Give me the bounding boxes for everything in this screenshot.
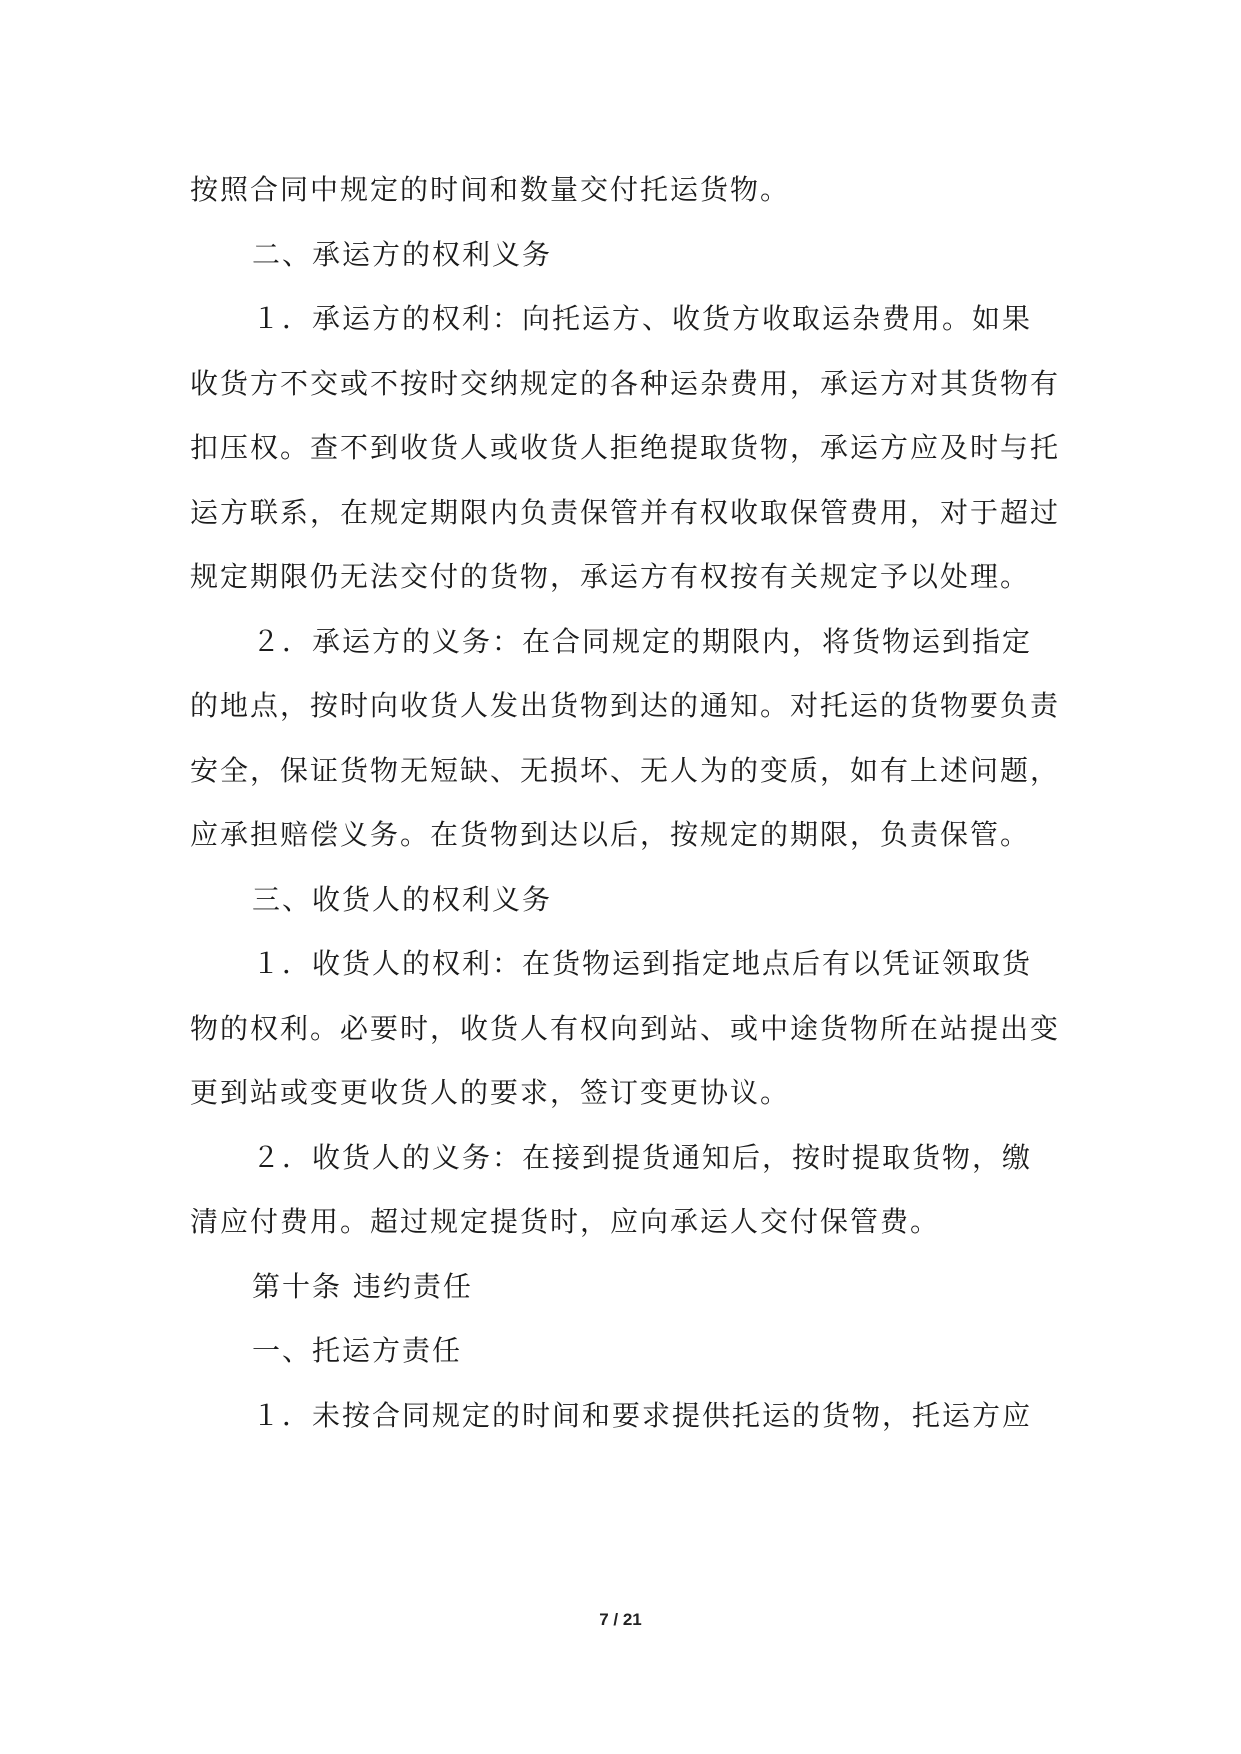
paragraph: １．未按合同规定的时间和要求提供托运的货物，托运方应	[252, 1398, 1033, 1432]
section-heading: 二、承运方的权利义务	[252, 237, 553, 271]
section-heading: 一、托运方责任	[252, 1334, 463, 1367]
paragraph: １．收货人的权利：在货物运到指定地点后有以凭证领取货物的权利。必要时，收货人有权向到站、或中途货物所在站提出变更到站或变更收货人的要求，签订变更协议。	[190, 947, 1061, 1109]
paragraph: 按照合同中规定的时间和数量交付托运货物。	[190, 173, 791, 206]
article-heading: 第十条 违约责任	[252, 1269, 473, 1303]
section-heading: 三、收货人的权利义务	[252, 882, 553, 916]
paragraph: １．承运方的权利：向托运方、收货方收取运杂费用。如果收货方不交或不按时交纳规定的各种运杂费用，承运方对其货物有扣压权。查不到收货人或收货人拒绝提取货物，承运方应及时与托运方联系，在规定期限内负责保管并有权收取保管费用，对于超过规定期限仍无法交付的货物，承运方有权按有关规定予以处理。	[190, 302, 1061, 593]
page-number: 7 / 21	[599, 1610, 642, 1629]
body-text	[190, 158, 1060, 1448]
paragraph: ２．收货人的义务：在接到提货通知后，按时提取货物，缴清应付费用。超过规定提货时，应向承运人交付保管费。	[190, 1140, 1033, 1238]
paragraph: ２．承运方的义务：在合同规定的期限内，将货物运到指定的地点，按时向收货人发出货物到达的通知。对托运的货物要负责安全，保证货物无短缺、无损坏、无人为的变质，如有上述问题，应承担赔偿义务。在货物到达以后，按规定的期限，负责保管。	[190, 624, 1061, 851]
